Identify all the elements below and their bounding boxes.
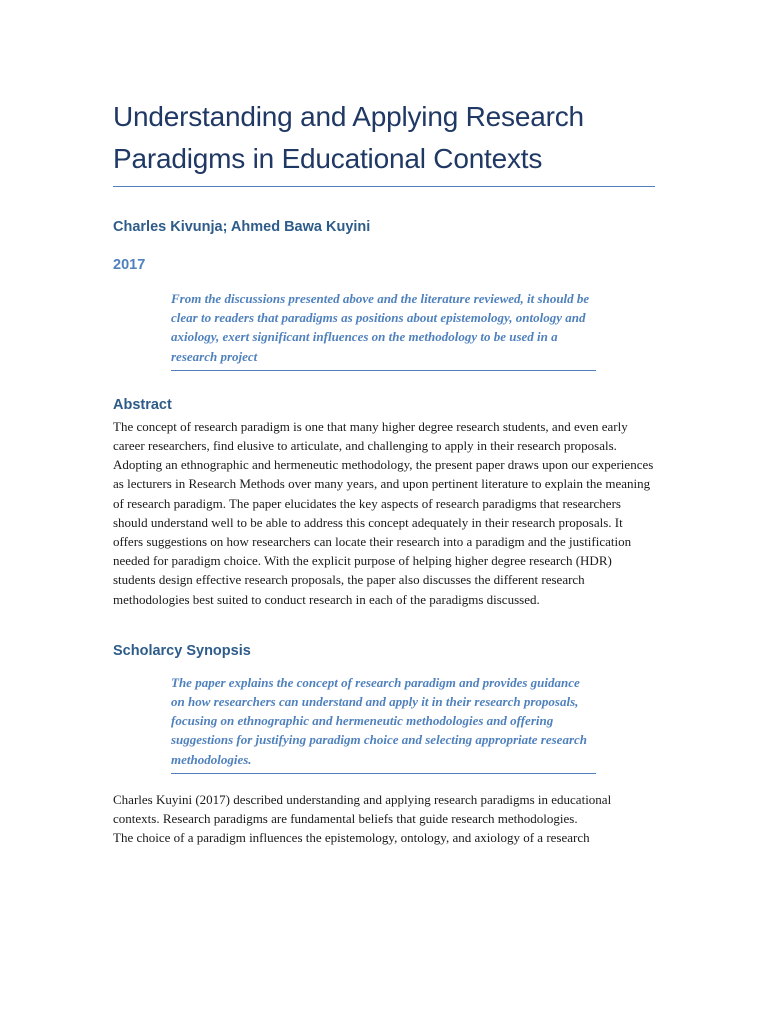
document-authors: Charles Kivunja; Ahmed Bawa Kuyini (113, 219, 371, 235)
highlight-quote: From the discussions presented above and the literature reviewed, it should be clear to readers that paradigms as positions about epistemology, ontology and axiology, exert significant influences on the methodology to be used in a research project (171, 289, 596, 371)
document-page (113, 96, 655, 847)
abstract-text: The concept of research paradigm is one that many higher degree research students, and even early career researchers, find elusive to articulate, and challenging to apply in their research proposals. Adopting an ethnographic and hermeneutic methodology, the present paper draws upon our experiences as lecturers in Research Methods over many years, and upon pertinent literature to explain the meaning of research paradigm. The paper elucidates the key aspects of research paradigms that researchers should understand well to be able to address this concept adequately in their research proposals. It offers suggestions on how researchers can locate their research into a paradigm and the justification needed for paradigm choice. With the explicit purpose of helping higher degree research (HDR) students design effective research proposals, the paper also discusses the different research methodologies best suited to conduct research in each of the paradigms discussed. (113, 418, 654, 607)
summary-paragraph: Charles Kuyini (2017) described understanding and applying research paradigms in educational contexts. Research paradigms are fundamental beliefs that guide research methodologies. (113, 791, 612, 827)
summary-paragraph: The choice of a paradigm influences the epistemology, ontology, and axiology of a research (113, 830, 590, 846)
synopsis-heading: Scholarcy Synopsis (113, 642, 251, 659)
synopsis-quote: The paper explains the concept of research paradigm and provides guidance on how researchers can understand and apply it in their research proposals, focusing on ethnographic and hermeneutic methodologies and offering suggestions for justifying paradigm choice and selecting appropriate research methodologies. (171, 673, 596, 774)
publication-year: 2017 (113, 257, 146, 273)
abstract-heading: Abstract (113, 396, 172, 413)
document-title: Understanding and Applying Research Paradigms in Educational Contexts (113, 96, 655, 187)
summary-section (113, 790, 655, 848)
